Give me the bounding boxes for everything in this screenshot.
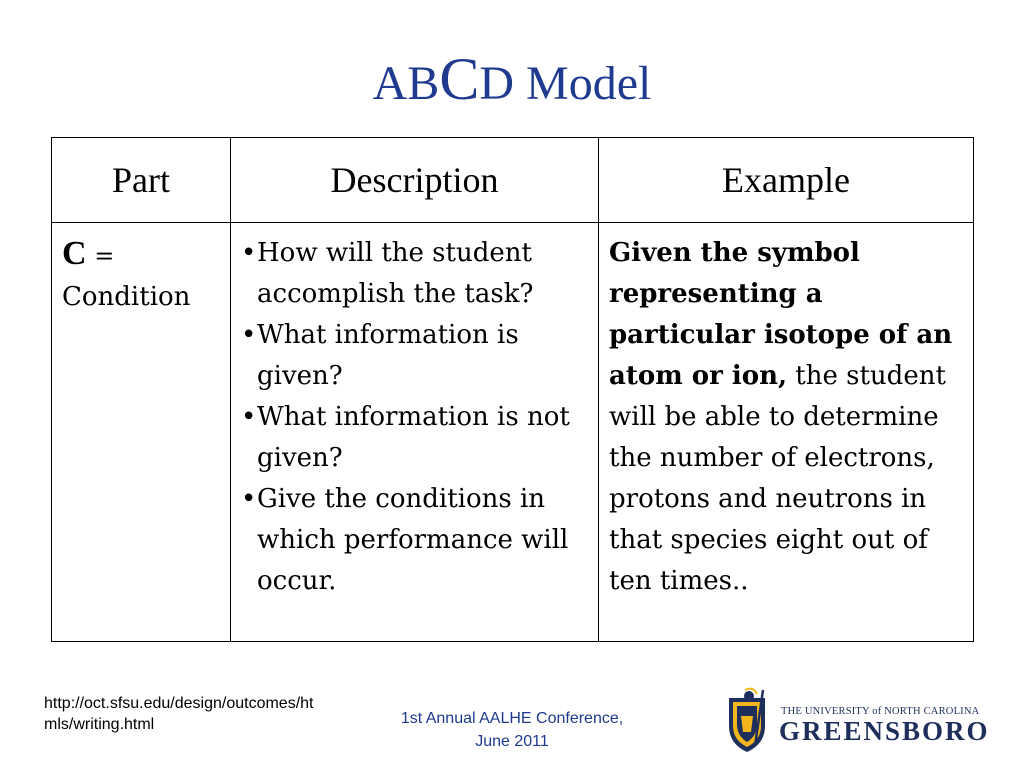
bullet-icon: • — [241, 320, 257, 350]
bullet-text: What information is given? — [257, 320, 519, 391]
title-prefix: AB — [372, 57, 440, 110]
slide-title — [0, 46, 1024, 112]
logo-university-line: THE UNIVERSITY of NORTH CAROLINA — [781, 706, 980, 717]
uncg-logo — [725, 686, 990, 756]
part-equals: = — [86, 242, 115, 270]
conference-line-2: June 2011 — [475, 733, 549, 750]
header-part: Part — [52, 138, 231, 223]
part-word: Condition — [62, 282, 191, 312]
logo-greensboro: GREENSBORO — [779, 716, 990, 746]
bullet-text: How will the student accomplish the task? — [257, 238, 534, 309]
bullet-icon: • — [241, 484, 257, 514]
list-item — [241, 233, 590, 315]
example-bold-text: Given the symbol representing a particular isotope of an atom or ion, — [609, 238, 953, 391]
part-cell — [52, 223, 231, 642]
spartan-shield-icon — [725, 686, 777, 756]
example-text: the student will be able to determine the number of electrons, protons and neutrons in that species eight out of ten times.. — [609, 361, 946, 596]
description-cell — [231, 223, 599, 642]
list-item — [241, 397, 590, 479]
conference-caption — [362, 707, 662, 753]
abcd-table — [51, 137, 974, 642]
list-item — [241, 315, 590, 397]
example-cell — [599, 223, 974, 642]
header-description: Description — [231, 138, 599, 223]
bullet-text: What information is not given? — [257, 402, 570, 473]
list-item — [241, 479, 590, 602]
header-example: Example — [599, 138, 974, 223]
title-big-letter: C — [439, 46, 480, 112]
source-url: http://oct.sfsu.edu/design/outcomes/htmls/writing.html — [44, 695, 314, 733]
header-row — [52, 138, 974, 223]
title-suffix: D Model — [479, 57, 652, 110]
bullet-icon: • — [241, 238, 257, 268]
table-row — [52, 223, 974, 642]
bullet-icon: • — [241, 402, 257, 432]
description-list — [241, 233, 590, 602]
part-letter: C — [62, 235, 87, 272]
conference-line-1: 1st Annual AALHE Conference, — [400, 710, 624, 727]
bullet-text: Give the conditions in which performance will occur. — [257, 484, 569, 596]
